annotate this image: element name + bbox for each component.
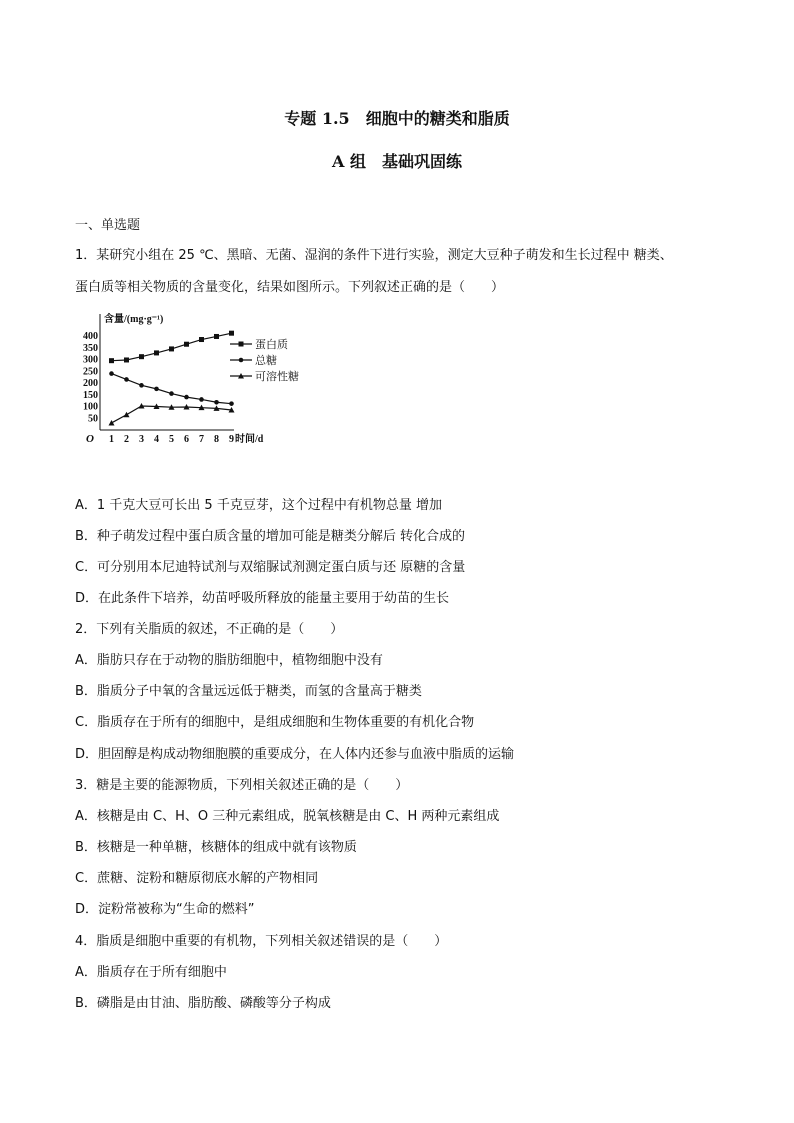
data-point-circle <box>169 391 174 396</box>
question-2-option-d: D．胆固醇是构成动物细胞膜的重要成分，在人体内还参与血液中脂质的运输 <box>75 747 515 762</box>
y-axis-label: 含量/(mg·g⁻¹) <box>104 314 164 325</box>
origin-label: O <box>86 433 94 445</box>
data-point-circle <box>109 371 114 376</box>
question-4-option-b: B．磷脂是由甘油、脂肪酸、磷酸等分子构成 <box>75 996 331 1011</box>
x-tick-label: 6 <box>184 434 189 445</box>
y-tick-label: 300 <box>83 354 98 366</box>
data-point-circle <box>239 358 244 363</box>
data-point-square <box>139 354 144 359</box>
x-tick-label: 1 <box>109 434 114 445</box>
question-2-stem: 2．下列有关脂质的叙述，不正确的是（ ） <box>75 622 344 637</box>
question-1-option-b: B．种子萌发过程中蛋白质含量的增加可能是糖类分解后 转化合成的 <box>75 529 466 544</box>
y-tick-label: 200 <box>83 378 98 389</box>
x-axis-label: 时间/d <box>235 434 264 445</box>
data-point-square <box>184 342 189 347</box>
question-1-stem-line-2: 蛋白质等相关物质的含量变化，结果如图所示。下列叙述正确的是（ ） <box>75 280 505 295</box>
data-point-circle <box>199 397 204 402</box>
question-1-option-c: C．可分别用本尼迪特试剂与双缩脲试剂测定蛋白质与还 原糖的含量 <box>75 560 466 575</box>
data-point-square <box>214 334 219 339</box>
data-point-triangle <box>109 420 115 426</box>
question-2-option-b: B．脂质分子中氧的含量远远低于糖类，而氢的含量高于糖类 <box>75 684 422 699</box>
x-tick-label: 3 <box>139 434 144 445</box>
x-tick-label: 2 <box>124 434 129 445</box>
question-1-option-a: A．1 千克大豆可长出 5 千克豆芽，这个过程中有机物总量 增加 <box>75 498 442 513</box>
data-point-circle <box>154 387 159 392</box>
data-point-square <box>169 346 174 351</box>
content-chart <box>82 308 312 448</box>
legend-label-1: 蛋白质 <box>255 339 288 351</box>
x-tick-label: 7 <box>199 434 204 445</box>
data-point-square <box>109 358 114 363</box>
data-point-triangle <box>124 412 130 418</box>
y-tick-label: 350 <box>83 342 98 354</box>
question-4-stem: 4．脂质是细胞中重要的有机物，下列相关叙述错误的是（ ） <box>75 934 448 949</box>
data-point-square <box>154 350 159 355</box>
page-title: 专题 1.5 细胞中的糖类和脂质 <box>284 109 510 128</box>
question-3-option-c: C．蔗糖、淀粉和糖原彻底水解的产物相同 <box>75 871 319 886</box>
legend-label-3: 可溶性糖 <box>255 371 299 383</box>
x-tick-label: 9 <box>229 434 234 445</box>
legend-label-2: 总糖 <box>255 355 277 367</box>
y-tick-label: 400 <box>83 331 98 342</box>
data-point-circle <box>139 383 144 388</box>
data-point-circle <box>124 377 129 382</box>
data-point-square <box>229 331 234 336</box>
y-tick-label: 100 <box>83 401 98 413</box>
data-point-square <box>199 337 204 342</box>
question-2-option-a: A．脂肪只存在于动物的脂肪细胞中，植物细胞中没有 <box>75 653 383 668</box>
x-tick-label: 5 <box>169 434 174 445</box>
question-1-stem-line-1: 1．某研究小组在 25 ℃、黑暗、无菌、湿润的条件下进行实验，测定大豆种子萌发和生长过程中 糖类、 <box>75 248 673 263</box>
data-point-circle <box>229 401 234 406</box>
y-tick-label: 150 <box>83 389 98 401</box>
question-4-option-a: A．脂质存在于所有细胞中 <box>75 965 227 980</box>
question-3-stem: 3．糖是主要的能源物质，下列相关叙述正确的是（ ） <box>75 778 409 793</box>
question-3-option-a: A．核糖是由 C、H、O 三种元素组成，脱氧核糖是由 C、H 两种元素组成 <box>75 809 500 824</box>
question-3-option-d: D．淀粉常被称为“生命的燃料” <box>75 902 255 917</box>
data-point-circle <box>184 395 189 400</box>
question-1-option-d: D．在此条件下培养，幼苗呼吸所释放的能量主要用于幼苗的生长 <box>75 591 450 606</box>
section-heading: 一、单选题 <box>75 218 141 233</box>
page-subtitle: A 组 基础巩固练 <box>332 152 462 171</box>
x-tick-label: 8 <box>214 434 219 445</box>
x-tick-label: 4 <box>154 434 159 445</box>
data-point-circle <box>214 400 219 405</box>
data-point-square <box>239 342 244 347</box>
y-tick-label: 50 <box>88 413 98 425</box>
series-line-2 <box>112 374 232 404</box>
data-point-square <box>124 357 129 362</box>
question-3-option-b: B．核糖是一种单糖，核糖体的组成中就有该物质 <box>75 840 357 855</box>
question-2-option-c: C．脂质存在于所有的细胞中，是组成细胞和生物体重要的有机化合物 <box>75 715 475 730</box>
y-tick-label: 250 <box>83 366 98 378</box>
